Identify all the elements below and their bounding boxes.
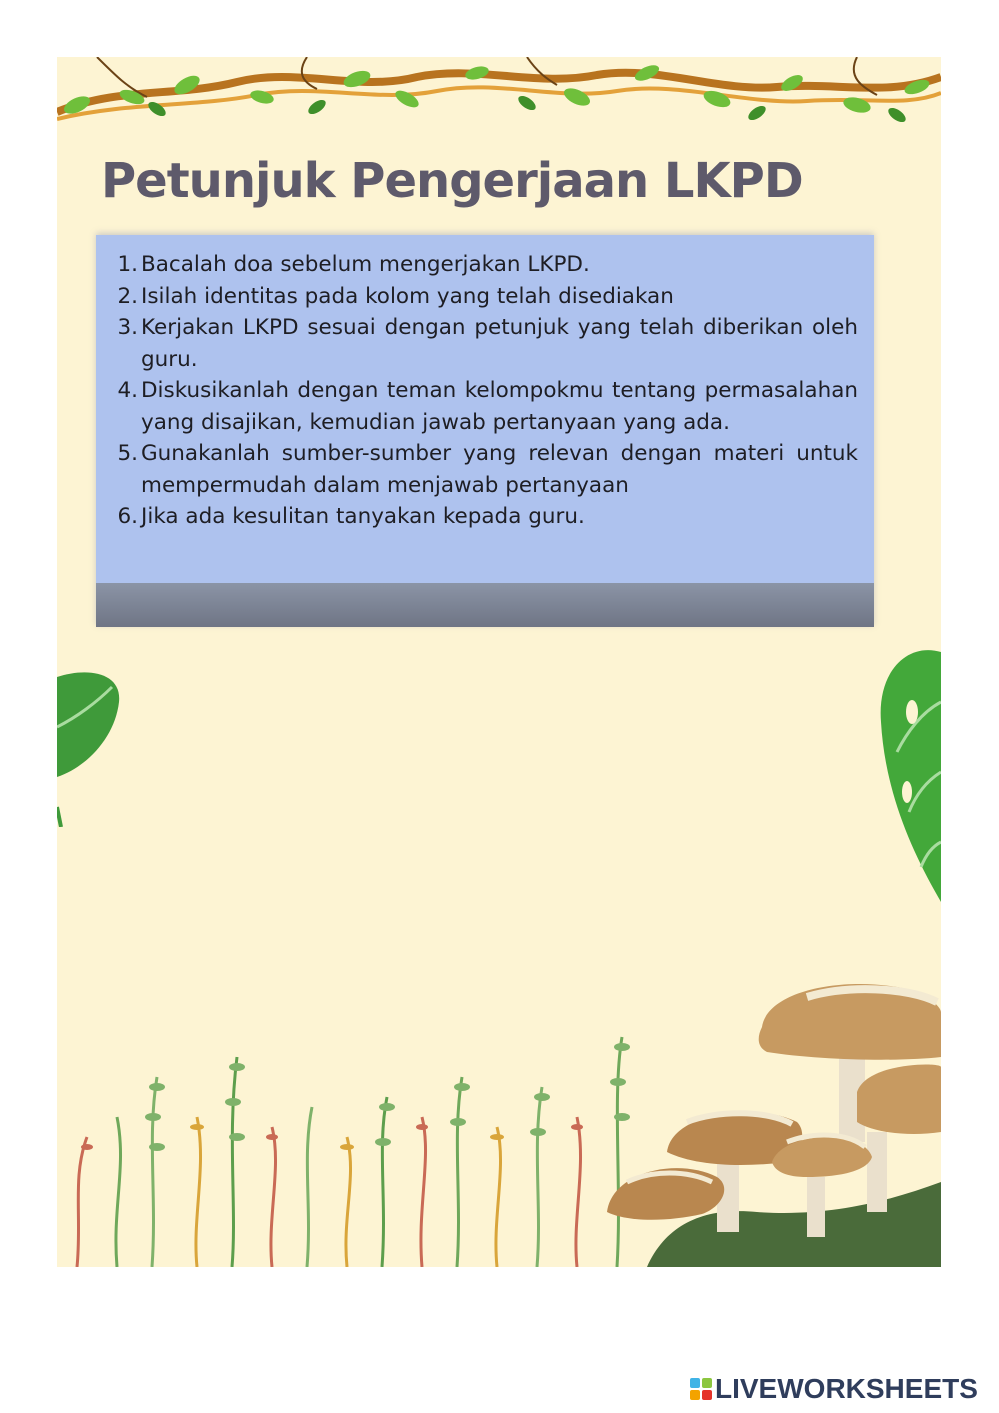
instruction-text: Isilah identitas pada kolom yang telah disediakan — [141, 283, 674, 309]
plants-decoration — [57, 1017, 657, 1267]
instruction-text: Jika ada kesulitan tanyakan kepada guru. — [141, 504, 585, 529]
mushroom-decoration — [607, 982, 941, 1267]
page-title: Petunjuk Pengerjaan LKPD — [101, 153, 803, 209]
instruction-item — [108, 501, 858, 533]
instruction-item — [108, 312, 858, 375]
instruction-item — [108, 281, 858, 313]
instruction-number: 6. — [117, 504, 138, 529]
instruction-item — [108, 249, 858, 281]
right-leaf-decoration — [867, 642, 941, 912]
left-leaf-decoration — [57, 667, 127, 827]
instruction-text: Diskusikanlah dengan teman kelompokmu tentang permasalahan yang disajikan, kemudian jawab pertanyaan yang ada. — [141, 378, 858, 435]
instruction-text: Kerjakan LKPD sesuai dengan petunjuk yang telah diberikan oleh guru. — [141, 315, 858, 372]
instruction-number: 2. — [117, 283, 138, 309]
worksheet-page — [57, 57, 941, 1267]
logo-mark-icon — [690, 1378, 712, 1400]
instruction-item — [108, 438, 858, 501]
instruction-number: 5. — [117, 441, 138, 466]
vine-decoration — [57, 57, 941, 137]
panel-bottom-bar — [96, 583, 874, 627]
instruction-number: 1. — [117, 252, 138, 277]
instruction-number: 3. — [117, 315, 138, 340]
instruction-text: Bacalah doa sebelum mengerjakan LKPD. — [141, 252, 590, 277]
brand-name: LIVEWORKSHEETS — [715, 1373, 978, 1404]
liveworksheets-logo — [690, 1374, 978, 1404]
instruction-number: 4. — [117, 378, 138, 403]
instruction-list — [108, 249, 858, 533]
instructions-panel — [96, 235, 874, 627]
instruction-text: Gunakanlah sumber-sumber yang relevan dengan materi untuk mempermudah dalam menjawab pertanyaan — [141, 441, 858, 498]
instruction-item — [108, 375, 858, 438]
